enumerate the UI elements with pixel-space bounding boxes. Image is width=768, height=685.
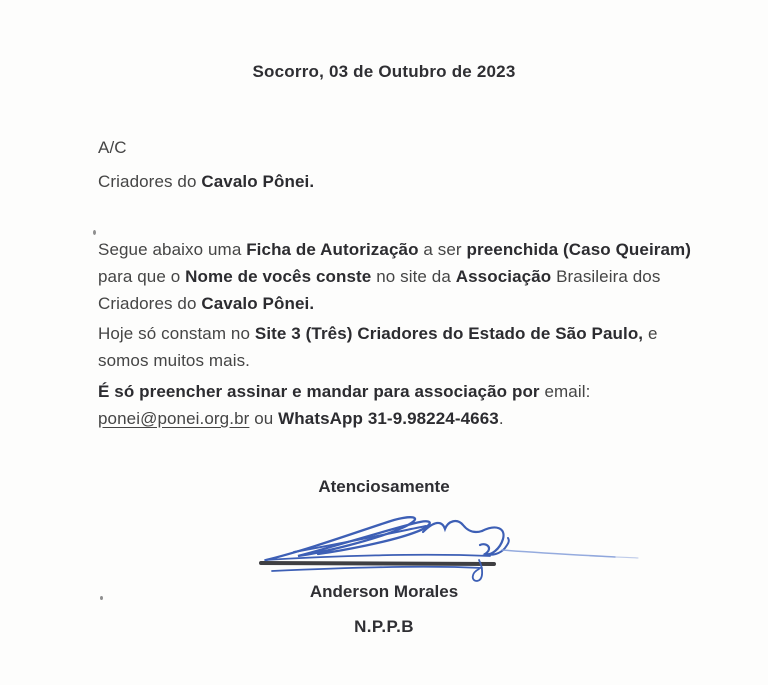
text-run: Segue abaixo uma <box>98 240 247 259</box>
text-run: Criadores do <box>98 172 202 191</box>
signer-org: N.P.P.B <box>354 617 414 636</box>
email-link[interactable]: ponei@ponei.org.br <box>98 409 250 428</box>
paragraph-authorization <box>98 236 692 317</box>
text-run: e <box>643 324 658 343</box>
scan-speck <box>93 230 96 235</box>
text-run: Criadores do <box>98 294 202 313</box>
text-run: A/C <box>98 138 127 157</box>
text-run: . <box>498 409 504 428</box>
signer-name: Anderson Morales <box>309 582 459 601</box>
date-line: Socorro, 03 de Outubro de 2023 <box>252 62 516 81</box>
closing-salutation: Atenciosamente <box>318 477 450 496</box>
text-run: email: <box>544 382 591 401</box>
text-run: para que o <box>98 267 186 286</box>
text-run: somos muitos mais. <box>98 351 251 370</box>
text-run: É só preencher assinar e mandar para associação por <box>98 382 545 401</box>
text-run: Brasileira dos <box>551 267 661 286</box>
text-run: Cavalo Pônei. <box>201 294 315 313</box>
text-run: ou <box>249 409 279 428</box>
text-run: no site da <box>371 267 456 286</box>
scan-speck <box>100 596 103 600</box>
signature-line <box>261 563 494 564</box>
text-run: WhatsApp 31-9.98224-4663 <box>278 409 499 428</box>
text-run: a ser <box>418 240 467 259</box>
paragraph-contact <box>98 378 678 432</box>
recipient-attention <box>98 134 678 161</box>
recipient-name <box>98 168 678 195</box>
text-run: preenchida (Caso Queiram) <box>466 240 692 259</box>
text-run: Nome de vocês conste <box>185 267 372 286</box>
text-run: Associação <box>455 267 552 286</box>
text-run: Ficha de Autorização <box>246 240 419 259</box>
text-run: Hoje só constam no <box>98 324 255 343</box>
paragraph-current-breeders <box>98 320 678 374</box>
text-run: Site 3 (Três) Criadores do Estado de São Paulo, <box>254 324 644 343</box>
text-run: Cavalo Pônei. <box>201 172 315 191</box>
